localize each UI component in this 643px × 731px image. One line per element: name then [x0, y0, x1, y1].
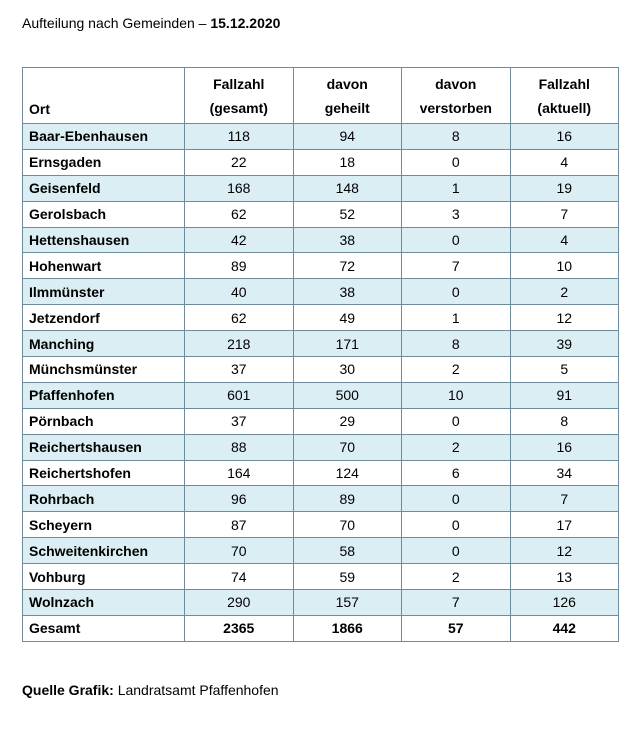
table-row	[23, 590, 619, 616]
cell-gesamt: 164	[185, 460, 294, 486]
table-row	[23, 486, 619, 512]
cell-gesamt: 601	[185, 382, 294, 408]
cell-aktuell: 19	[510, 175, 619, 201]
table-row	[23, 253, 619, 279]
cell-ort: Gesamt	[23, 615, 185, 641]
cell-geheilt: 29	[293, 408, 402, 434]
cell-verstorben: 57	[402, 615, 511, 641]
cell-verstorben: 1	[402, 175, 511, 201]
cell-ort: Rohrbach	[23, 486, 185, 512]
cell-ort: Wolnzach	[23, 590, 185, 616]
cell-aktuell: 2	[510, 279, 619, 305]
table-row	[23, 512, 619, 538]
cell-aktuell: 91	[510, 382, 619, 408]
cell-verstorben: 2	[402, 357, 511, 383]
header-fallzahl-aktuell: Fallzahl (aktuell)	[510, 68, 619, 124]
cell-geheilt: 124	[293, 460, 402, 486]
cell-geheilt: 171	[293, 331, 402, 357]
cell-gesamt: 42	[185, 227, 294, 253]
cell-ort: Hohenwart	[23, 253, 185, 279]
cell-ort: Jetzendorf	[23, 305, 185, 331]
source-note	[22, 681, 279, 699]
document-heading	[22, 14, 280, 32]
cell-gesamt: 89	[185, 253, 294, 279]
cell-verstorben: 0	[402, 512, 511, 538]
cell-geheilt: 500	[293, 382, 402, 408]
cell-geheilt: 89	[293, 486, 402, 512]
cell-gesamt: 218	[185, 331, 294, 357]
cell-aktuell: 5	[510, 357, 619, 383]
cell-ort: Ernsgaden	[23, 149, 185, 175]
cell-aktuell: 16	[510, 124, 619, 150]
header-fallzahl-gesamt: Fallzahl (gesamt)	[185, 68, 294, 124]
cell-ort: Baar-Ebenhausen	[23, 124, 185, 150]
cell-aktuell: 4	[510, 149, 619, 175]
cell-verstorben: 0	[402, 486, 511, 512]
cell-gesamt: 290	[185, 590, 294, 616]
cell-verstorben: 7	[402, 253, 511, 279]
cell-verstorben: 0	[402, 408, 511, 434]
cell-verstorben: 6	[402, 460, 511, 486]
cell-gesamt: 62	[185, 201, 294, 227]
table-row	[23, 279, 619, 305]
cell-geheilt: 49	[293, 305, 402, 331]
cell-gesamt: 118	[185, 124, 294, 150]
cell-gesamt: 88	[185, 434, 294, 460]
cell-gesamt: 40	[185, 279, 294, 305]
table-row	[23, 124, 619, 150]
cell-aktuell: 4	[510, 227, 619, 253]
cell-aktuell: 17	[510, 512, 619, 538]
table-row	[23, 149, 619, 175]
cell-aktuell: 34	[510, 460, 619, 486]
cell-geheilt: 58	[293, 538, 402, 564]
cell-ort: Reichertshofen	[23, 460, 185, 486]
cell-gesamt: 22	[185, 149, 294, 175]
cell-gesamt: 2365	[185, 615, 294, 641]
source-value: Landratsamt Pfaffenhofen	[113, 682, 279, 698]
cell-gesamt: 37	[185, 408, 294, 434]
cell-aktuell: 16	[510, 434, 619, 460]
cell-aktuell: 39	[510, 331, 619, 357]
cell-ort: Hettenshausen	[23, 227, 185, 253]
table-body	[23, 124, 619, 642]
table-row	[23, 227, 619, 253]
table-row	[23, 331, 619, 357]
cell-ort: Ilmmünster	[23, 279, 185, 305]
cell-aktuell: 7	[510, 486, 619, 512]
cell-ort: Vohburg	[23, 564, 185, 590]
cell-verstorben: 0	[402, 279, 511, 305]
cell-geheilt: 30	[293, 357, 402, 383]
cell-gesamt: 96	[185, 486, 294, 512]
cell-geheilt: 70	[293, 512, 402, 538]
table-row	[23, 538, 619, 564]
cell-ort: Scheyern	[23, 512, 185, 538]
cell-verstorben: 0	[402, 538, 511, 564]
cell-aktuell: 442	[510, 615, 619, 641]
cell-gesamt: 168	[185, 175, 294, 201]
cell-ort: Geisenfeld	[23, 175, 185, 201]
cell-aktuell: 10	[510, 253, 619, 279]
cell-verstorben: 7	[402, 590, 511, 616]
cell-ort: Münchsmünster	[23, 357, 185, 383]
cell-aktuell: 12	[510, 305, 619, 331]
cell-verstorben: 3	[402, 201, 511, 227]
cell-ort: Manching	[23, 331, 185, 357]
cell-aktuell: 8	[510, 408, 619, 434]
heading-date: 15.12.2020	[210, 15, 281, 31]
cell-ort: Gerolsbach	[23, 201, 185, 227]
cell-geheilt: 59	[293, 564, 402, 590]
source-label: Quelle Grafik:	[22, 682, 114, 698]
header-ort: Ort	[23, 68, 185, 124]
cell-verstorben: 0	[402, 149, 511, 175]
cell-ort: Pörnbach	[23, 408, 185, 434]
cell-verstorben: 8	[402, 124, 511, 150]
table-row	[23, 357, 619, 383]
table-row	[23, 564, 619, 590]
cell-geheilt: 1866	[293, 615, 402, 641]
table-header-row	[23, 68, 619, 124]
table-row	[23, 305, 619, 331]
header-davon-geheilt: davon geheilt	[293, 68, 402, 124]
table-total-row	[23, 615, 619, 641]
table-row	[23, 434, 619, 460]
cell-verstorben: 8	[402, 331, 511, 357]
cell-ort: Pfaffenhofen	[23, 382, 185, 408]
cell-geheilt: 18	[293, 149, 402, 175]
table-row	[23, 408, 619, 434]
cell-gesamt: 74	[185, 564, 294, 590]
cell-geheilt: 38	[293, 279, 402, 305]
cell-gesamt: 62	[185, 305, 294, 331]
cell-gesamt: 70	[185, 538, 294, 564]
cases-by-municipality-table	[22, 67, 619, 642]
cell-geheilt: 157	[293, 590, 402, 616]
cell-ort: Schweitenkirchen	[23, 538, 185, 564]
cell-verstorben: 2	[402, 564, 511, 590]
cell-ort: Reichertshausen	[23, 434, 185, 460]
cell-verstorben: 0	[402, 227, 511, 253]
heading-text: Aufteilung nach Gemeinden –	[22, 15, 211, 31]
cell-geheilt: 70	[293, 434, 402, 460]
cell-gesamt: 87	[185, 512, 294, 538]
cell-verstorben: 2	[402, 434, 511, 460]
table-row	[23, 175, 619, 201]
table-row	[23, 382, 619, 408]
cell-aktuell: 126	[510, 590, 619, 616]
table-row	[23, 201, 619, 227]
cell-gesamt: 37	[185, 357, 294, 383]
cell-geheilt: 94	[293, 124, 402, 150]
cell-verstorben: 10	[402, 382, 511, 408]
cell-aktuell: 7	[510, 201, 619, 227]
cell-verstorben: 1	[402, 305, 511, 331]
cell-aktuell: 12	[510, 538, 619, 564]
header-davon-verstorben: davon verstorben	[402, 68, 511, 124]
cell-geheilt: 72	[293, 253, 402, 279]
table-row	[23, 460, 619, 486]
cell-geheilt: 52	[293, 201, 402, 227]
cell-aktuell: 13	[510, 564, 619, 590]
cell-geheilt: 38	[293, 227, 402, 253]
cell-geheilt: 148	[293, 175, 402, 201]
